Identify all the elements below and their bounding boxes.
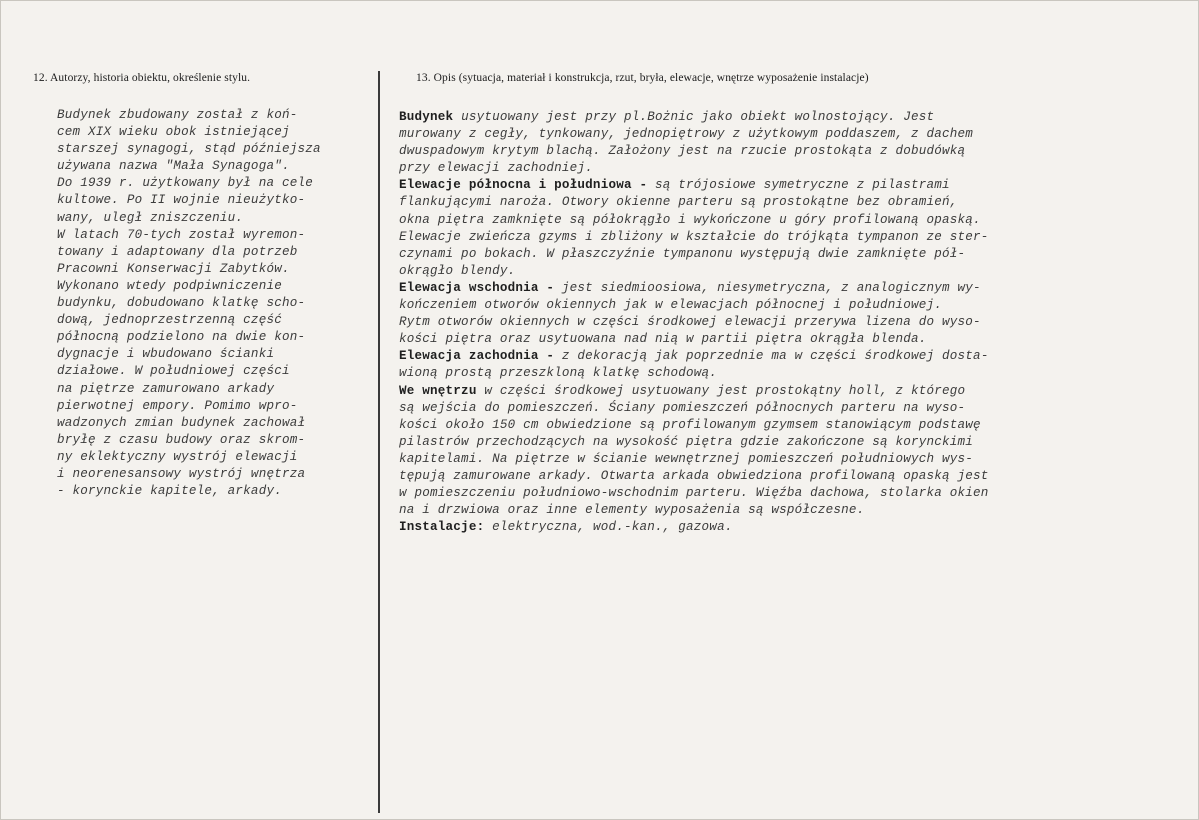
description-line-text: murowany z cegły, tynkowany, jednopiętrowy z użytkowym poddaszem, z dachem [399,127,974,142]
history-text-line: towany i adaptowany dla potrzeb [57,244,298,259]
history-text-line: cem XIX wieku obok istniejącej [57,125,290,140]
description-text-line [399,485,1159,502]
description-text-line [399,331,1159,348]
description-text-line [399,519,1159,536]
description-text-line [399,451,1159,468]
description-text-line [399,468,1159,485]
history-text-line: dygnacje i wbudowano ścianki [57,347,275,362]
description-text-line [399,502,1159,519]
description-text-line [399,194,1159,211]
description-line-text: tępują zamurowane arkady. Otwarta arkada obwiedziona profilowaną opaską jest [399,468,989,483]
history-text-line: dową, jednoprzestrzenną część [57,313,282,328]
section-13-heading: 13. Opis (sytuacja, materiał i konstrukcja, rzut, bryła, elewacje, wnętrze wyposażenie instalacje) [416,72,869,84]
description-text-line [399,160,1159,177]
description-text-line [399,246,1159,263]
history-text-line: budynku, dobudowano klatkę scho- [57,296,306,311]
description-line-text: kończeniem otworów okiennych jak w elewacjach północnej i południowej. [399,298,943,313]
description-text-line [399,348,1159,365]
history-text-line: działowe. W południowej części [57,364,290,379]
history-text-line: bryłę z czasu budowy oraz skrom- [57,432,306,447]
section-12-heading: 12. Autorzy, historia obiektu, określenie stylu. [33,72,251,84]
description-text-line [399,229,1159,246]
description-line-text: Elewacje zwieńcza gzyms i zbliżony w kształcie do trójkąta tympanon ze ster- [399,229,989,244]
description-line-text: czynami po bokach. W płaszczyźnie tympanonu występują dwie zamknięte pół- [399,246,966,261]
description-text-line [399,434,1159,451]
description-text-line [399,177,1159,194]
description-line-text: Rytm otworów okiennych w części środkowej elewacji przerywa lizena do wyso- [399,315,981,330]
description-line-text: okrągło blendy. [399,263,516,278]
history-text-line: wany, uległ zniszczeniu. [57,210,244,225]
description-line-text: jest siedmioosiowa, niesymetryczna, z analogicznym wy- [554,280,981,295]
history-text-line: pierwotnej empory. Pomimo wpro- [57,398,298,413]
history-text-line: Budynek zbudowany został z koń- [57,108,298,122]
description-text-line [399,143,1159,160]
description-text-line [399,212,1159,229]
description-line-text: z dekoracją jak poprzednie ma w części środkowej dosta- [554,349,989,364]
history-text-line: używana nazwa "Mała Synagoga". [57,159,290,174]
history-text-line: wadzonych zmian budynek zachował [57,415,306,430]
description-line-text: są wejścia do pomieszczeń. Ściany pomieszczeń północnych parteru na wyso- [399,400,966,415]
description-text-line [399,417,1159,434]
description-text-line [399,383,1159,400]
description-line-text: okna piętra zamknięte są półokrągło i wykończone u góry profilowaną opaską. [399,212,981,227]
description-text-line [399,109,1159,126]
description-line-text: kapitelami. Na piętrze w ścianie wewnętrznej pomieszczeń południowych wys- [399,451,974,466]
history-text-line: kultowe. Po II wojnie nieużytko- [57,193,306,208]
history-text-line: i neorenesansowy wystrój wnętrza [57,466,306,481]
description-line-text: są trójosiowe symetryczne z pilastrami [647,178,950,193]
history-text-line: Do 1939 r. użytkowany był na cele [57,176,313,191]
history-text-line: Pracowni Konserwacji Zabytków. [57,261,290,276]
description-subheading: Budynek [399,110,454,124]
history-text-line: ny eklektyczny wystrój elewacji [57,449,298,464]
description-line-text: przy elewacji zachodniej. [399,161,593,176]
history-text-line: - korynckie kapitele, arkady. [57,484,282,499]
description-line-text: flankującymi naroża. Otwory okienne parteru są prostokątne bez obramień, [399,195,958,210]
description-line-text: elektryczna, wod.-kan., gazowa. [484,520,733,535]
description-text-line [399,263,1159,280]
description-line-text: pilastrów przechodzących na wysokość piętra gdzie zakończone są korynckimi [399,434,974,449]
description-text-block [399,109,1159,536]
description-line-text: wioną prostą przeszkloną klatkę schodową. [399,366,718,381]
description-line-text: w pomieszczeniu południowo-wschodnim parteru. Więźba dachowa, stolarka okien [399,486,989,501]
description-text-line [399,297,1159,314]
description-line-text: na i drzwiowa oraz inne elementy wyposażenia są współczesne. [399,503,865,518]
description-subheading: Elewacja zachodnia - [399,349,555,364]
description-text-line [399,280,1159,297]
history-text-line: Wykonano wtedy podpiwniczenie [57,278,282,293]
description-subheading: Instalacje: [399,520,485,535]
description-subheading: We wnętrzu [399,383,477,398]
description-line-text: dwuspadowym krytym blachą. Założony jest na rzucie prostokąta z dobudówką [399,144,966,159]
description-line-text: usytuowany jest przy pl.Bożnic jako obiekt wolnostojący. Jest [453,110,935,124]
history-text-block [57,107,377,500]
description-subheading: Elewacje północna i południowa - [399,178,648,193]
history-text-line: W latach 70-tych został wyremon- [57,227,306,242]
history-text-line: na piętrze zamurowano arkady [57,381,275,396]
description-text-line [399,314,1159,331]
description-line-text: w części środkowej usytuowany jest prostokątny holl, z którego [476,383,966,398]
column-divider [378,71,380,813]
description-text-line [399,365,1159,382]
history-text-line: starszej synagogi, stąd późniejsza [57,142,321,157]
description-line-text: kości piętra oraz usytuowana nad nią w partii piętra okrągła blenda. [399,332,927,347]
description-line-text: kości około 150 cm obwiedzione są profilowanym gzymsem stanowiącym podstawę [399,417,981,432]
description-text-line [399,126,1159,143]
description-subheading: Elewacja wschodnia - [399,280,555,295]
description-text-line [399,400,1159,417]
history-text-line: północną podzielono na dwie kon- [57,330,306,345]
